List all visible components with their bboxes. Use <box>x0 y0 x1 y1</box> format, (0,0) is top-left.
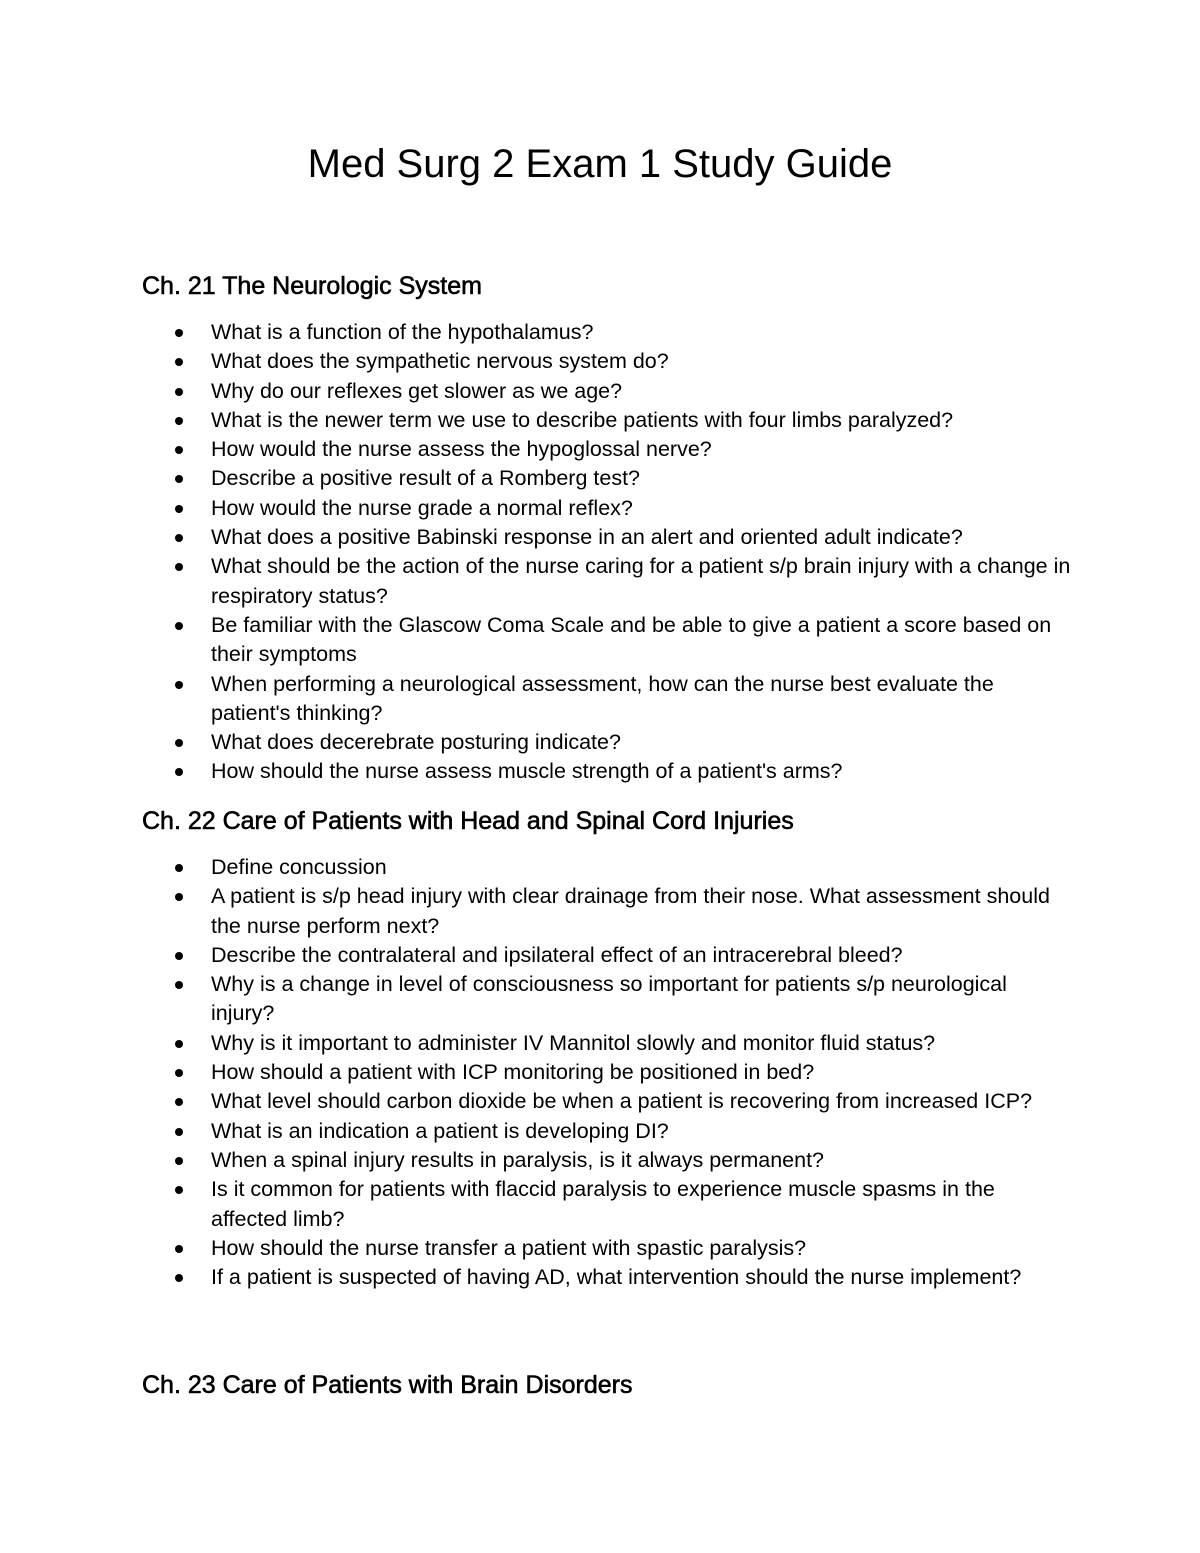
bullet-icon <box>175 1157 183 1165</box>
bullet-icon <box>175 981 183 989</box>
question-text: What is the newer term we use to describe patients with four limbs paralyzed? <box>211 407 954 432</box>
list-item <box>142 406 1072 435</box>
section-ch21 <box>142 270 1072 787</box>
list-item <box>142 882 1072 941</box>
document-title: Med Surg 2 Exam 1 Study Guide <box>307 142 893 186</box>
question-list <box>142 853 1072 1292</box>
bullet-icon <box>175 563 183 571</box>
bullet-icon <box>175 417 183 425</box>
question-text: Describe the contralateral and ipsilateral effect of an intracerebral bleed? <box>211 942 903 967</box>
list-item <box>142 1263 1072 1292</box>
question-text: Why is it important to administer IV Mannitol slowly and monitor fluid status? <box>211 1030 936 1055</box>
list-item <box>142 494 1072 523</box>
question-text: How would the nurse grade a normal reflex? <box>211 495 633 520</box>
bullet-icon <box>175 681 183 689</box>
bullet-icon <box>175 1186 183 1194</box>
bullet-icon <box>175 475 183 483</box>
question-text: How should the nurse assess muscle strength of a patient's arms? <box>211 759 843 784</box>
question-text: What is a function of the hypothalamus? <box>211 320 594 344</box>
bullet-icon <box>175 1274 183 1282</box>
section-ch22 <box>142 805 1072 1292</box>
section-heading: Ch. 23 Care of Patients with Brain Disorders <box>142 1371 633 1399</box>
list-item <box>142 728 1072 757</box>
question-text: What is an indication a patient is developing DI? <box>211 1118 669 1143</box>
list-item <box>142 1175 1072 1234</box>
list-item <box>142 941 1072 970</box>
list-item <box>142 464 1072 493</box>
list-item <box>142 1029 1072 1058</box>
bullet-icon <box>175 1040 183 1048</box>
question-text: What does decerebrate posturing indicate? <box>211 730 621 755</box>
question-text: If a patient is suspected of having AD, what intervention should the nurse implement? <box>211 1265 1022 1290</box>
list-item <box>142 552 1072 611</box>
bullet-icon <box>175 768 183 776</box>
bullet-icon <box>175 446 183 454</box>
question-text: Be familiar with the Glascow Coma Scale and be able to give a patient a score based on their symptoms <box>211 612 1052 667</box>
bullet-icon <box>175 622 183 630</box>
list-item <box>142 1146 1072 1175</box>
list-item <box>142 318 1072 347</box>
bullet-icon <box>175 388 183 396</box>
list-item <box>142 377 1072 406</box>
question-text: Define concussion <box>211 855 387 879</box>
list-item <box>142 347 1072 376</box>
question-text: Why is a change in level of consciousness so important for patients s/p neurological injury? <box>211 972 1007 1026</box>
question-text: Describe a positive result of a Romberg test? <box>211 466 641 491</box>
question-text: What level should carbon dioxide be when a patient is recovering from increased ICP? <box>211 1089 1033 1114</box>
section-heading: Ch. 22 Care of Patients with Head and Spinal Cord Injuries <box>142 807 794 835</box>
bullet-icon <box>175 893 183 901</box>
question-text: A patient is s/p head injury with clear drainage from their nose. What assessment should the nurse perform next? <box>211 884 1050 938</box>
list-item <box>142 853 1072 882</box>
bullet-icon <box>175 505 183 513</box>
list-item <box>142 970 1072 1029</box>
question-list <box>142 318 1072 787</box>
list-item <box>142 1058 1072 1087</box>
question-text: What should be the action of the nurse caring for a patient s/p brain injury with a change in respiratory status? <box>211 554 1071 608</box>
bullet-icon <box>175 1128 183 1136</box>
bullet-icon <box>175 358 183 366</box>
question-text: When a spinal injury results in paralysis, is it always permanent? <box>211 1147 825 1172</box>
bullet-icon <box>175 1098 183 1106</box>
bullet-icon <box>175 952 183 960</box>
bullet-icon <box>175 534 183 542</box>
section-heading: Ch. 21 The Neurologic System <box>142 272 482 300</box>
bullet-icon <box>175 1069 183 1077</box>
list-item <box>142 1117 1072 1146</box>
question-text: What does the sympathetic nervous system do? <box>211 349 669 374</box>
question-text: Is it common for patients with flaccid paralysis to experience muscle spasms in the affected limb? <box>211 1177 995 1231</box>
question-text: When performing a neurological assessment, how can the nurse best evaluate the patient's thinking? <box>211 671 994 725</box>
bullet-icon <box>175 739 183 747</box>
list-item <box>142 611 1072 670</box>
question-text: What does a positive Babinski response in an alert and oriented adult indicate? <box>211 525 963 550</box>
bullet-icon <box>175 1245 183 1253</box>
list-item <box>142 1234 1072 1263</box>
bullet-icon <box>175 864 183 872</box>
bullet-icon <box>175 329 183 337</box>
list-item <box>142 435 1072 464</box>
question-text: How should the nurse transfer a patient with spastic paralysis? <box>211 1235 807 1260</box>
question-text: How would the nurse assess the hypoglossal nerve? <box>211 437 712 462</box>
list-item <box>142 757 1072 786</box>
list-item <box>142 670 1072 729</box>
section-ch23 <box>142 1369 1072 1401</box>
question-text: How should a patient with ICP monitoring be positioned in bed? <box>211 1060 815 1085</box>
list-item <box>142 523 1072 552</box>
list-item <box>142 1087 1072 1116</box>
question-text: Why do our reflexes get slower as we age? <box>211 378 623 403</box>
